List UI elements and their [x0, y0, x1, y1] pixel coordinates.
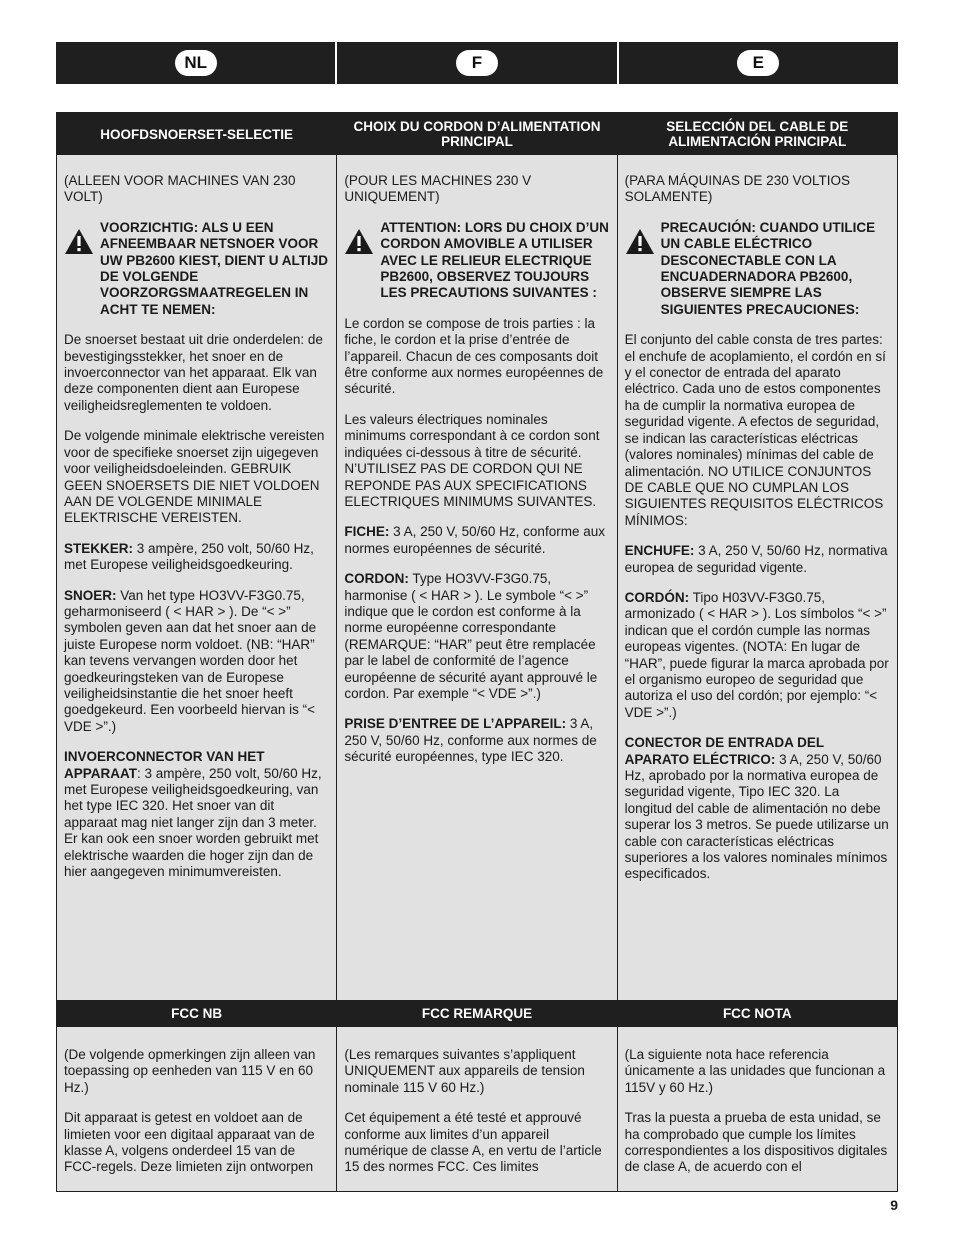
spec-label: CONECTOR DE ENTRADA DEL APARATO ELÉCTRICO: [624, 735, 824, 767]
spec-text: 3 A, 250 V, 50/60 Hz, conforme aux normes européennes de sécurité. [344, 524, 605, 556]
fcc-paragraph: (La siguiente nota hace referencia únicamente a las unidades que funcionan a 115V y 60 Hz.) [624, 1047, 886, 1095]
spec-item [344, 571, 609, 702]
spec-label: FICHE: [344, 524, 390, 540]
spec-text: 3 A, 250 V, 50/60 Hz, normativa europea de seguridad vigente. [624, 543, 888, 575]
spec-label: CORDÓN: [624, 589, 690, 605]
spec-text: 3 ampère, 250 volt, 50/60 Hz, met Europese veiligheidsgoedkeuring. [64, 540, 314, 573]
spec-text: 3 A, 250 V, 50/60 Hz, aprobado por la normativa europea de seguridad vigente, Tipo IEC 320. La longitud del cable de alimentación no debe superar los 3 metros. Se puede utilizarse un cable con características eléctricas superiores a los valores nominales mínimos especificados. [624, 751, 889, 882]
paragraph: De snoerset bestaat uit drie onderdelen: de bevestigingsstekker, het snoer en de invoerconnector van het apparaat. Elk van deze componenten dient aan Europese veiligheidsreglementen te voldoen. [64, 332, 323, 413]
power-cord-section [57, 155, 336, 1000]
paragraph: Les valeurs électriques nominales minimums correspondant à ce cordon sont indiquées ci-dessous à titre de sécurité. N’UTILISEZ PAS DE CORDON QUI NE REPONDE PAS AUX SPECIFICATIONS ELECTRIQUES MINIMUMS SUIVANTES. [344, 411, 600, 509]
page-number: 9 [890, 1197, 898, 1213]
warning-triangle-icon [344, 220, 380, 302]
spec-label: SNOER: [64, 587, 117, 603]
warning-triangle-icon [64, 220, 100, 318]
fcc-section [618, 1027, 897, 1191]
language-bar [56, 42, 898, 84]
language-badge-f: F [456, 50, 498, 76]
language-cell-f [337, 42, 618, 84]
warning-triangle-icon [625, 220, 661, 318]
warning-block [625, 220, 890, 318]
spec-text: Type HO3VV-F3G0.75, harmonise ( < HAR > ). Le symbole “< >” indique que le cordon est conforme à la norme européenne correspondante (REMARQUE: “HAR” peut être remplacée par le label de conformité de l’agence européenne de sécurité ayant approuvé le cordon. Par exemple “< VDE >”.) [344, 571, 598, 701]
fcc-paragraph: (Les remarques suivantes s’appliquent UNIQUEMENT aux appareils de tension nominale 115 V 60 Hz.) [344, 1047, 585, 1095]
fcc-header: FCC NOTA [618, 1000, 897, 1027]
spec-text: Van het type HO3VV-F3G0.75, geharmoniseerd ( < HAR > ). De “< >” symbolen geven aan dat het snoer aan de juiste Europese norm voldoet. (NB: “HAR” kan tevens vervangen worden door het goedkeuringsteken van de Europese veiligheidsinstantie die het snoer heeft goedgekeurd. Een voorbeeld hiervan is “< VDE >”.) [64, 587, 317, 734]
paragraph: De volgende minimale elektrische vereisten voor de specifieke snoerset zijn uigegeven voor veiligheidsdoeleinden. GEBRUIK GEEN SNOERSETS DIE NIET VOLDOEN AAN DE VOLGENDE MINIMALE ELEKTRISCHE VEREISTEN. [64, 428, 325, 526]
paragraph: Le cordon se compose de trois parties : la fiche, le cordon et la prise d’entrée de l’appareil. Chacun de ces composants doit être conforme aux normes européennes de sécurité. [344, 315, 604, 397]
warning-text: PRECAUCIÓN: CUANDO UTILICE UN CABLE ELÉCTRICO DESCONECTABLE CON LA ENCUADERNADORA PB2600, OBSERVE SIEMPRE LAS SIGUIENTES PRECAUCIONES: [660, 219, 876, 317]
spec-text: Tipo H03VV-F3G0.75, armonizado ( < HAR > ). Los símbolos “< >” indican que el cordón cumple las normas europeas vigentes. (NOTA: En lugar de “HAR”, puede figurar la marca aprobada por el organismo europeo de seguridad que autoriza el uso del cordón; por ejemplo: “< VDE >”.) [624, 589, 889, 720]
spec-item [64, 588, 329, 736]
power-cord-section [618, 155, 897, 1000]
spec-item [625, 543, 890, 576]
section-header: CHOIX DU CORDON D’ALIMENTATION PRINCIPAL [337, 113, 616, 155]
fcc-paragraph: Dit apparaat is getest en voldoet aan de limieten voor een digitaal apparaat van de klasse A, volgens onderdeel 15 van de FCC-regels. Deze limieten zijn ontworpen [64, 1110, 315, 1175]
language-cell-nl [56, 42, 337, 84]
spec-text: : 3 ampère, 250 volt, 50/60 Hz, met Europese veiligheidsgoedkeuring, van het type IEC 320. Het snoer van dit apparaat mag niet langer zijn dan 3 meter. Er kan ook een snoer worden gebruikt met elektrische waarden die hoger zijn dan de hier aangegeven minimumvereisten. [64, 765, 322, 880]
section-header: HOOFDSNOERSET-SELECTIE [57, 113, 336, 155]
intro-text: (ALLEEN VOOR MACHINES VAN 230 VOLT) [64, 173, 296, 205]
fcc-section [57, 1027, 336, 1191]
intro-text: (PARA MÁQUINAS DE 230 VOLTIOS SOLAMENTE) [624, 173, 850, 205]
spec-item [64, 749, 329, 880]
spec-label: STEKKER: [64, 540, 134, 556]
spec-item [344, 524, 609, 557]
fcc-paragraph: Tras la puesta a prueba de esta unidad, se ha comprobado que cumple los límites correspondientes a los dispositivos digitales de clase A, de acuerdo con el [624, 1110, 888, 1175]
language-badge-nl: NL [175, 50, 217, 76]
fcc-section [337, 1027, 616, 1191]
spec-label: INVOERCONNECTOR VAN HET APPARAAT [64, 749, 265, 781]
warning-text: ATTENTION: LORS DU CHOIX D’UN CORDON AMOVIBLE A UTILISER AVEC LE RELIEUR ELECTRIQUE PB2600, OBSERVEZ TOUJOURS LES PRECAUTIONS SUIVANTES : [380, 219, 609, 301]
language-badge-e: E [737, 50, 779, 76]
intro-text: (POUR LES MACHINES 230 V UNIQUEMENT) [344, 173, 532, 205]
fcc-paragraph: (De volgende opmerkingen zijn alleen van toepassing op eenheden van 115 V en 60 Hz.) [64, 1047, 316, 1095]
fcc-header: FCC REMARQUE [337, 1000, 616, 1027]
fcc-header: FCC NB [57, 1000, 336, 1027]
warning-text: VOORZICHTIG: ALS U EEN AFNEEMBAAR NETSNOER VOOR UW PB2600 KIEST, DIENT U ALTIJD DE VOLGENDE VOORZORGSMAATREGELEN IN ACHT TE NEMEN: [100, 219, 329, 317]
spec-label: ENCHUFE: [624, 543, 695, 559]
power-cord-section [337, 155, 616, 1000]
spec-item [625, 735, 890, 883]
spec-item [625, 590, 890, 721]
paragraph: El conjunto del cable consta de tres partes: el enchufe de acoplamiento, el cordón en sí y el conector de entrada del aparato eléctrico. Cada uno de estos componentes ha de cumplir la normativa europea de seguridad vigente. A efectos de seguridad, se indican las características eléctricas (valores nominales) mínimas del cable de alimentación. NO UTILICE CONJUNTOS DE CABLE QUE NO CUMPLAN LOS SIGUIENTES REQUISITOS ELÉCTRICOS MÍNIMOS: [624, 332, 886, 528]
fcc-paragraph: Cet équipement a été testé et approuvé conforme aux limites d’un appareil numérique de classe A, en vertu de l’article 15 des normes FCC. Ces limites [344, 1110, 602, 1175]
content-grid [56, 112, 898, 1192]
spec-label: PRISE D’ENTREE DE L’APPAREIL: [344, 716, 567, 732]
column-f [337, 113, 617, 1191]
language-cell-e [619, 42, 898, 84]
spec-text: 3 A, 250 V, 50/60 Hz, conforme aux normes de sécurité européennes, type IEC 320. [344, 716, 597, 765]
warning-block [344, 220, 609, 302]
column-e [618, 113, 897, 1191]
spec-label: CORDON: [344, 571, 409, 587]
section-header: SELECCIÓN DEL CABLE DE ALIMENTACIÓN PRINCIPAL [618, 113, 897, 155]
spec-item [344, 716, 609, 765]
spec-item [64, 541, 329, 574]
column-nl [57, 113, 337, 1191]
warning-block [64, 220, 329, 318]
